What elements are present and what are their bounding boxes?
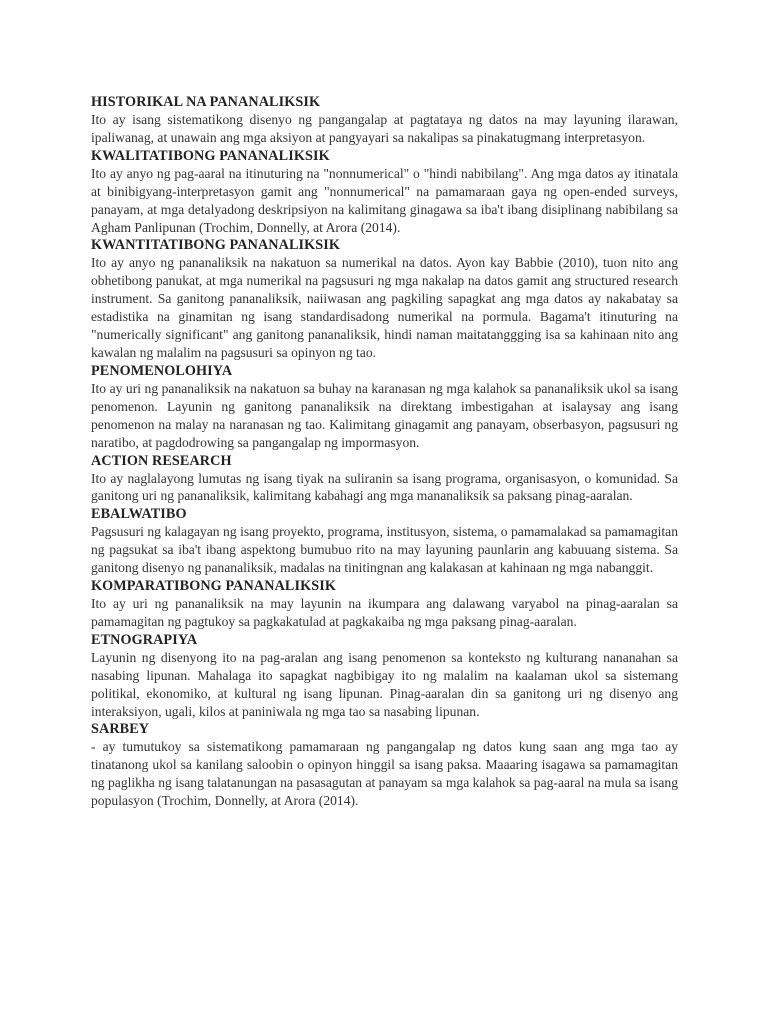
section-heading: HISTORIKAL NA PANANALIKSIK (91, 94, 321, 110)
section-body: Ito ay uri ng pananaliksik na nakatuon sa buhay na karanasan ng mga kalahok sa pananaliksik ukol sa isang penomenon. Layunin ng ganitong pananaliksik na direktang imbestigahan at isalaysay ang isang penomenon na malay na naranasan ng tao. Kalimitang ginagamit ang panayam, obserbasyon, pagsusuri ng naratibo, at pagdodrowing sa pangangalap ng impormasyon. (91, 380, 678, 450)
section-sarbey (91, 720, 678, 810)
section-body: Ito ay anyo ng pananaliksik na nakatuon sa numerikal na datos. Ayon kay Babbie (2010), tuon nito ang obhetibong panukat, at mga numerikal na pagsusuri ng mga nakalap na datos gamit ang structured research instrument. Sa ganitong pananaliksik, naiiwasan ang pagkiling sapagkat ang mga datos ay nakabatay sa estadistika na ginamitan ng isang standardisadong numerikal na pormula. Bagama't itinuturing na "numerically significant" ang ganitong pananaliksik, hindi naman maitatanggging isa sa kahinaan nito ang kawalan ng malalim na pagsusuri sa opinyon ng tao. (91, 255, 678, 360)
section-heading: KOMPARATIBONG PANANALIKSIK (91, 578, 336, 595)
section-historikal (91, 93, 678, 147)
section-komparatibo (91, 577, 678, 631)
section-heading: ACTION RESEARCH (91, 452, 232, 469)
section-body: Ito ay naglalayong lumutas ng isang tiyak na suliranin sa isang programa, organisasyon, o komunidad. Sa ganitong uri ng pananaliksik, kalimitang kabahagi ang mga mananaliksik sa paksang pinag-aaralan. (91, 470, 678, 504)
section-penomenolohiya (91, 362, 678, 452)
section-heading: ETNOGRAPIYA (91, 631, 198, 648)
section-body: Pagsusuri ng kalagayan ng isang proyekto, programa, institusyon, sistema, o pamamalakad sa pamamagitan ng pagsukat sa iba't ibang aspektong bumubuo rito na may layuning paunlarin ang kabuuang sistema. Sa ganitong disenyo ng pananaliksik, madalas na tinitingnan ang kalakasan at kahinaan ng mga nabanggit. (91, 524, 678, 576)
section-ebalwatibo (91, 505, 678, 577)
section-body: Ito ay uri ng pananaliksik na may layunin na ikumpara ang dalawang varyabol na pinag-aaralan sa pamamagitan ng pagtukoy sa pagkakatulad at pagkakaiba ng mga paksang pinag-aaralan. (91, 596, 678, 629)
section-body: - ay tumutukoy sa sistematikong pamamaraan ng pangangalap ng datos kung saan ang mga tao ay tinatanong ukol sa kanilang saloobin o opinyon hinggil sa isang paksa. Maaaring isagawa sa pamamagitan ng paglikha ng isang talatanungan na pasasagutan at panayam sa mga kalahok sa pag-aaral na mula sa isang populasyon (Trochim, Donnelly, at Arora (2014). (91, 739, 678, 809)
section-body: Layunin ng disenyong ito na pag-aralan ang isang penomenon sa konteksto ng kulturang nananahan sa nasabing lipunan. Mahalaga ito sapagkat nagbibigay ito ng malalim na kaalaman ukol sa sistemang politikal, ekonomiko, at kultural ng isang lipunan. Pinag-aaralan din sa ganitong uri ng disenyo ang interaksiyon, ugali, kilos at paniniwala ng mga tao sa nasabing lipunan. (91, 649, 678, 719)
section-heading: PENOMENOLOHIYA (91, 362, 233, 379)
section-etnograpiya (91, 631, 678, 721)
section-kwantitatibo (91, 236, 678, 361)
section-kwalitatibo (91, 147, 678, 237)
section-heading: EBALWATIBO (91, 506, 187, 523)
section-heading: KWANTITATIBONG PANANALIKSIK (91, 237, 341, 254)
section-action-research (91, 452, 678, 506)
section-body: Ito ay isang sistematikong disenyo ng pangangalap at pagtataya ng datos na may layuning ilarawan, ipaliwanag, at unawain ang mga aksiyon at pangyayari sa nakalipas sa pinakatugmang interpretasyon. (91, 112, 678, 145)
section-body: Ito ay anyo ng pag-aaral na itinuturing na "nonnumerical" o "hindi nabibilang". Ang mga datos ay itinatala at binibigyang-interpretasyon gamit ang "nonnumerical" na pamamaraan gaya ng open-ended surveys, panayam, at mga detalyadong deskripsiyon na kalimitang ginagawa sa iba't ibang disiplinang nabibilang sa Agham Panlipunan (Trochim, Donnelly, at Arora (2014). (91, 165, 678, 235)
section-heading: KWALITATIBONG PANANALIKSIK (91, 147, 330, 164)
section-heading: SARBEY (91, 721, 150, 738)
